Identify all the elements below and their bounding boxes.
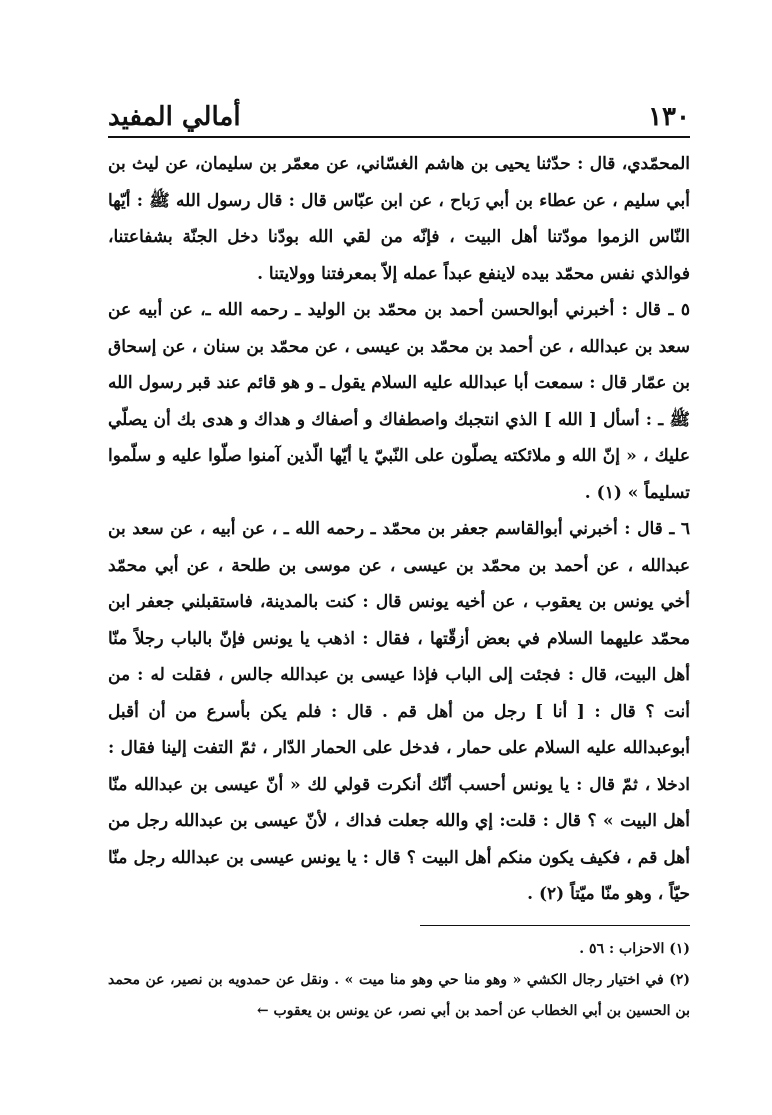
footnote-divider bbox=[420, 925, 690, 926]
running-title: أمالي المفيد bbox=[108, 102, 241, 132]
paragraph: المحمّدي، قال : حدّثنا يحيى بن هاشم الغسّاني، عن معمّر بن سليمان، عن ليث بن أبي سليم ، عن عطاء بن أبي رَباح ، عن ابن عبّاس قال : قال رسول الله ﷺ : أيّها النّاس الزموا مودّتنا أهل البيت ، فإنّه من لقي الله بودّنا دخل الجنّة بشفاعتنا، فوالذي نفس محمّد بيده لاينفع عبداً عمله إلاّ بمعرفتنا وولايتنا . bbox=[108, 154, 690, 284]
paragraph: ٥ ـ قال : أخبرني أبوالحسن أحمد بن محمّد بن الوليد ـ رحمه الله ـ، عن أبيه عن سعد بن عبدالله ، عن أحمد بن محمّد بن عيسى ، عن محمّد بن سنان ، عن إسحاق بن عمّار قال : سمعت أبا عبدالله عليه السلام يقول ـ و هو قائم عند قبر رسول الله ﷺ ـ : أسأل [ الله ] الذي انتجبك واصطفاك و أصفاك و هداك و هدى بك أن يصلّي عليك ، « إنّ الله و ملائكته يصلّون على النّبيّ يا أيّها الّذين آمنوا صلّوا عليه و سلّموا تسليماً » (١) . bbox=[108, 300, 690, 503]
footnote: (٢) في اختيار رجال الكشي « وهو منا حي وهو منا ميت » . ونقل عن حمدويه بن نصير، عن محمد بن الحسين بن أبي الخطاب عن أحمد بن أبي نصر، عن يونس بن يعقوب ← bbox=[108, 972, 690, 1019]
footnote: (١) الاحزاب : ٥٦ . bbox=[579, 941, 690, 957]
paragraph: ٦ ـ قال : أخبرني أبوالقاسم جعفر بن محمّد ـ رحمه الله ـ ، عن أبيه ، عن سعد بن عبدالله ، عن أحمد بن محمّد بن عيسى ، عن موسى بن طلحة ، عن أبي محمّد أخي يونس بن يعقوب ، عن أخيه يونس قال : كنت بالمدينة، فاستقبلني جعفر ابن محمّد عليهما السلام في بعض أزقّتها ، فقال : اذهب يا يونس فإنّ بالباب رجلاً منّا أهل البيت، قال : فجئت إلى الباب فإذا عيسى بن عبدالله جالس ، فقلت له : من أنت ؟ قال : [ أنا ] رجل من أهل قم . قال : فلم يكن بأسرع من أن أقبل أبوعبدالله عليه السلام على حمار ، فدخل على الحمار الدّار ، ثمّ التفت إلينا فقال : ادخلا ، ثمّ قال : يا يونس أحسب أنّك أنكرت قولي لك « أنّ عيسى بن عبدالله منّا أهل البيت » ؟ قال : قلت: إي والله جعلت فداك ، لأنّ عيسى بن عبدالله رجل من أهل قم ، فكيف يكون منكم أهل البيت ؟ قال : يا يونس عيسى بن عبدالله رجل منّا حيّاً ، وهو منّا ميّتاً (٢) . bbox=[108, 519, 690, 904]
main-text bbox=[108, 146, 690, 913]
page-number: ١٣٠ bbox=[648, 102, 690, 132]
page-header bbox=[108, 92, 690, 132]
header-divider bbox=[108, 136, 690, 138]
footnotes bbox=[108, 934, 690, 1027]
